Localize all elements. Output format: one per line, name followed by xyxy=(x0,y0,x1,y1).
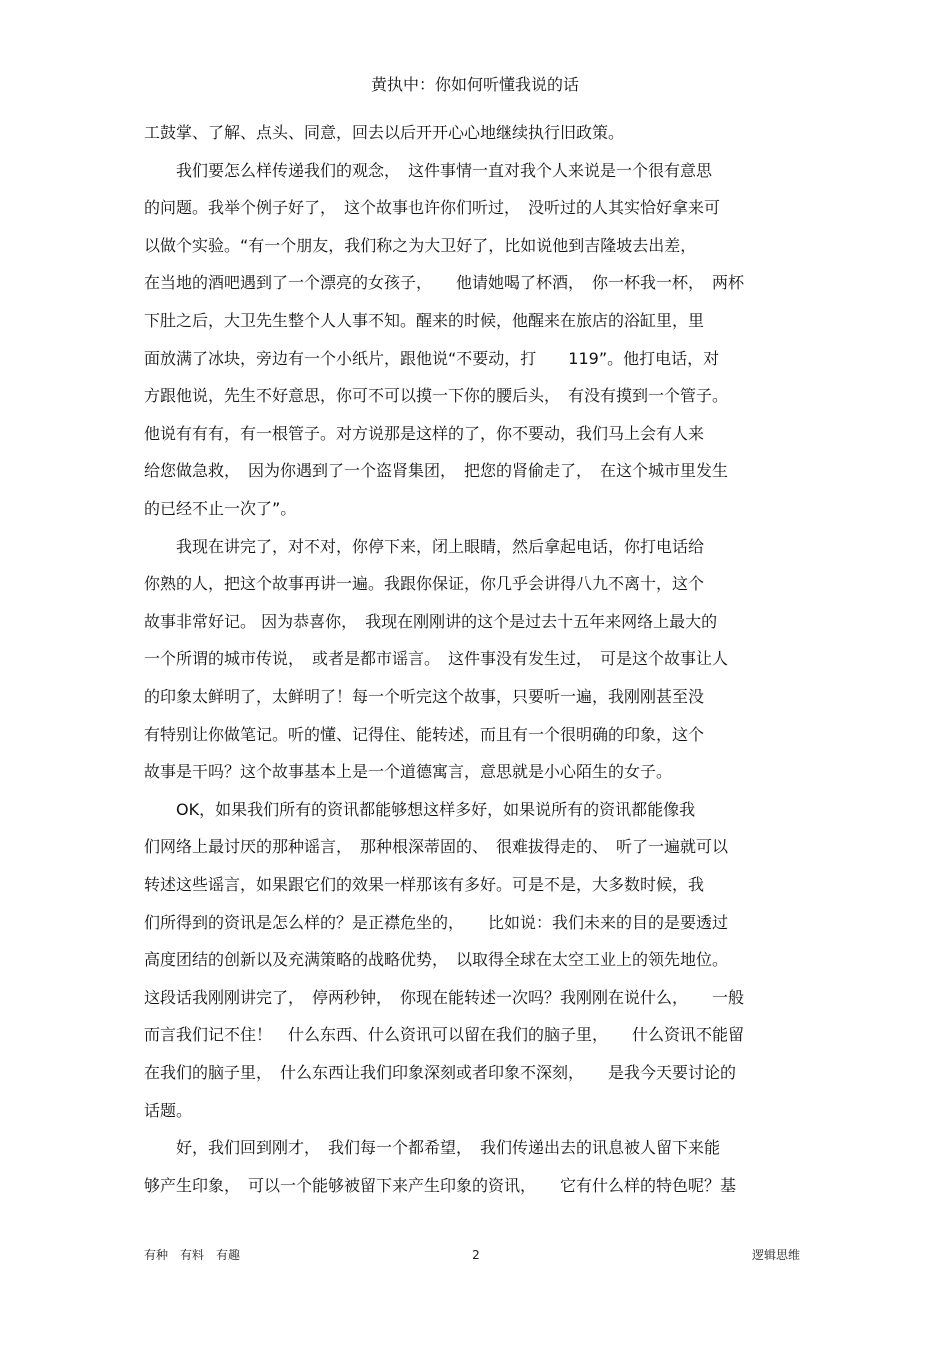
text-line: 转述这些谣言，如果跟它们的效果一样那该有多好。可是不是，大多数时候，我 xyxy=(144,875,705,894)
text-line: 我们要怎么样传递我们的观念， 这件事情一直对我个人来说是一个很有意思 xyxy=(144,160,713,180)
text-line: 这段话我刚刚讲完了， 停两秒钟， 你现在能转述一次吗？我刚刚在说什么， 一般 xyxy=(144,987,745,1007)
text-line: 方跟他说，先生不好意思，你可不可以摸一下你的腰后头， 有没有摸到一个管子。 xyxy=(144,386,729,406)
text-line: OK，如果我们所有的资讯都能够想这样多好，如果说所有的资讯都能像我 xyxy=(144,799,696,819)
footer-slogan: 有种 有料 有趣 xyxy=(144,1248,241,1262)
text-line: 以做个实验。“有一个朋友，我们称之为大卫好了，比如说他到吉隆坡去出差， xyxy=(144,235,697,255)
text-line: 的已经不止一次了”。 xyxy=(144,499,297,518)
text-line: 给您做急救， 因为你遇到了一个盗肾集团， 把您的肾偷走了， 在这个城市里发生 xyxy=(144,461,729,481)
text-line: 高度团结的创新以及充满策略的战略优势， 以取得全球在太空工业上的领先地位。 xyxy=(144,950,729,970)
text-line: 们所得到的资讯是怎么样的？是正襟危坐的， 比如说：我们未来的目的是要透过 xyxy=(144,912,729,932)
footer-brand: 逻辑思维 xyxy=(751,1248,800,1262)
text-line: 话题。 xyxy=(144,1100,193,1120)
text-line: 下肚之后，大卫先生整个人人事不知。醒来的时候，他醒来在旅店的浴缸里，里 xyxy=(144,311,705,330)
text-line: 而言我们记不住！ 什么东西、什么资讯可以留在我们的脑子里， 什么资讯不能留 xyxy=(144,1025,745,1045)
text-line: 你熟的人，把这个故事再讲一遍。我跟你保证，你几乎会讲得八九不离十，这个 xyxy=(144,574,705,594)
text-line: 在我们的脑子里， 什么东西让我们印象深刻或者印象不深刻， 是我今天要讨论的 xyxy=(144,1063,737,1082)
text-line: 们网络上最讨厌的那种谣言， 那种根深蒂固的、 很难拔得走的、 听了一遍就可以 xyxy=(144,837,729,857)
footer-page-number: 2 xyxy=(472,1248,480,1262)
text-line: 一个所谓的城市传说， 或者是都市谣言。 这件事没有发生过， 可是这个故事让人 xyxy=(144,649,729,669)
text-line: 故事是干吗？这个故事基本上是一个道德寓言，意思就是小心陌生的女子。 xyxy=(144,762,673,782)
text-line: 的问题。我举个例子好了， 这个故事也许你们听过， 没听过的人其实恰好拿来可 xyxy=(144,198,721,218)
text-line: 好，我们回到刚才， 我们每一个都希望， 我们传递出去的讯息被人留下来能 xyxy=(144,1138,721,1158)
text-line: 故事非常好记。 因为恭喜你， 我现在刚刚讲的这个是过去十五年来网络上最大的 xyxy=(144,611,718,631)
text-line: 工鼓掌、了解、点头、同意，回去以后开开心心地继续执行旧政策。 xyxy=(144,123,625,142)
text-line: 有特别让你做笔记。听的懂、记得住、能转述，而且有一个很明确的印象，这个 xyxy=(144,724,705,744)
text-line: 的印象太鲜明了，太鲜明了！每一个听完这个故事，只要听一遍，我刚刚甚至没 xyxy=(144,687,705,706)
page-header-title: 黄执中：你如何听懂我说的话 xyxy=(370,75,579,94)
text-line: 他说有有有，有一根管子。对方说那是这样的了，你不要动，我们马上会有人来 xyxy=(144,423,705,443)
text-line: 我现在讲完了，对不对，你停下来，闭上眼睛，然后拿起电话，你打电话给 xyxy=(144,536,705,556)
text-line: 面放满了冰块，旁边有一个小纸片，跟他说“不要动，打 119”。他打电话，对 xyxy=(144,348,720,368)
text-line: 在当地的酒吧遇到了一个漂亮的女孩子， 他请她喝了杯酒， 你一杯我一杯， 两杯 xyxy=(144,273,745,293)
text-line: 够产生印象， 可以一个能够被留下来产生印象的资讯， 它有什么样的特色呢？基 xyxy=(144,1175,737,1195)
